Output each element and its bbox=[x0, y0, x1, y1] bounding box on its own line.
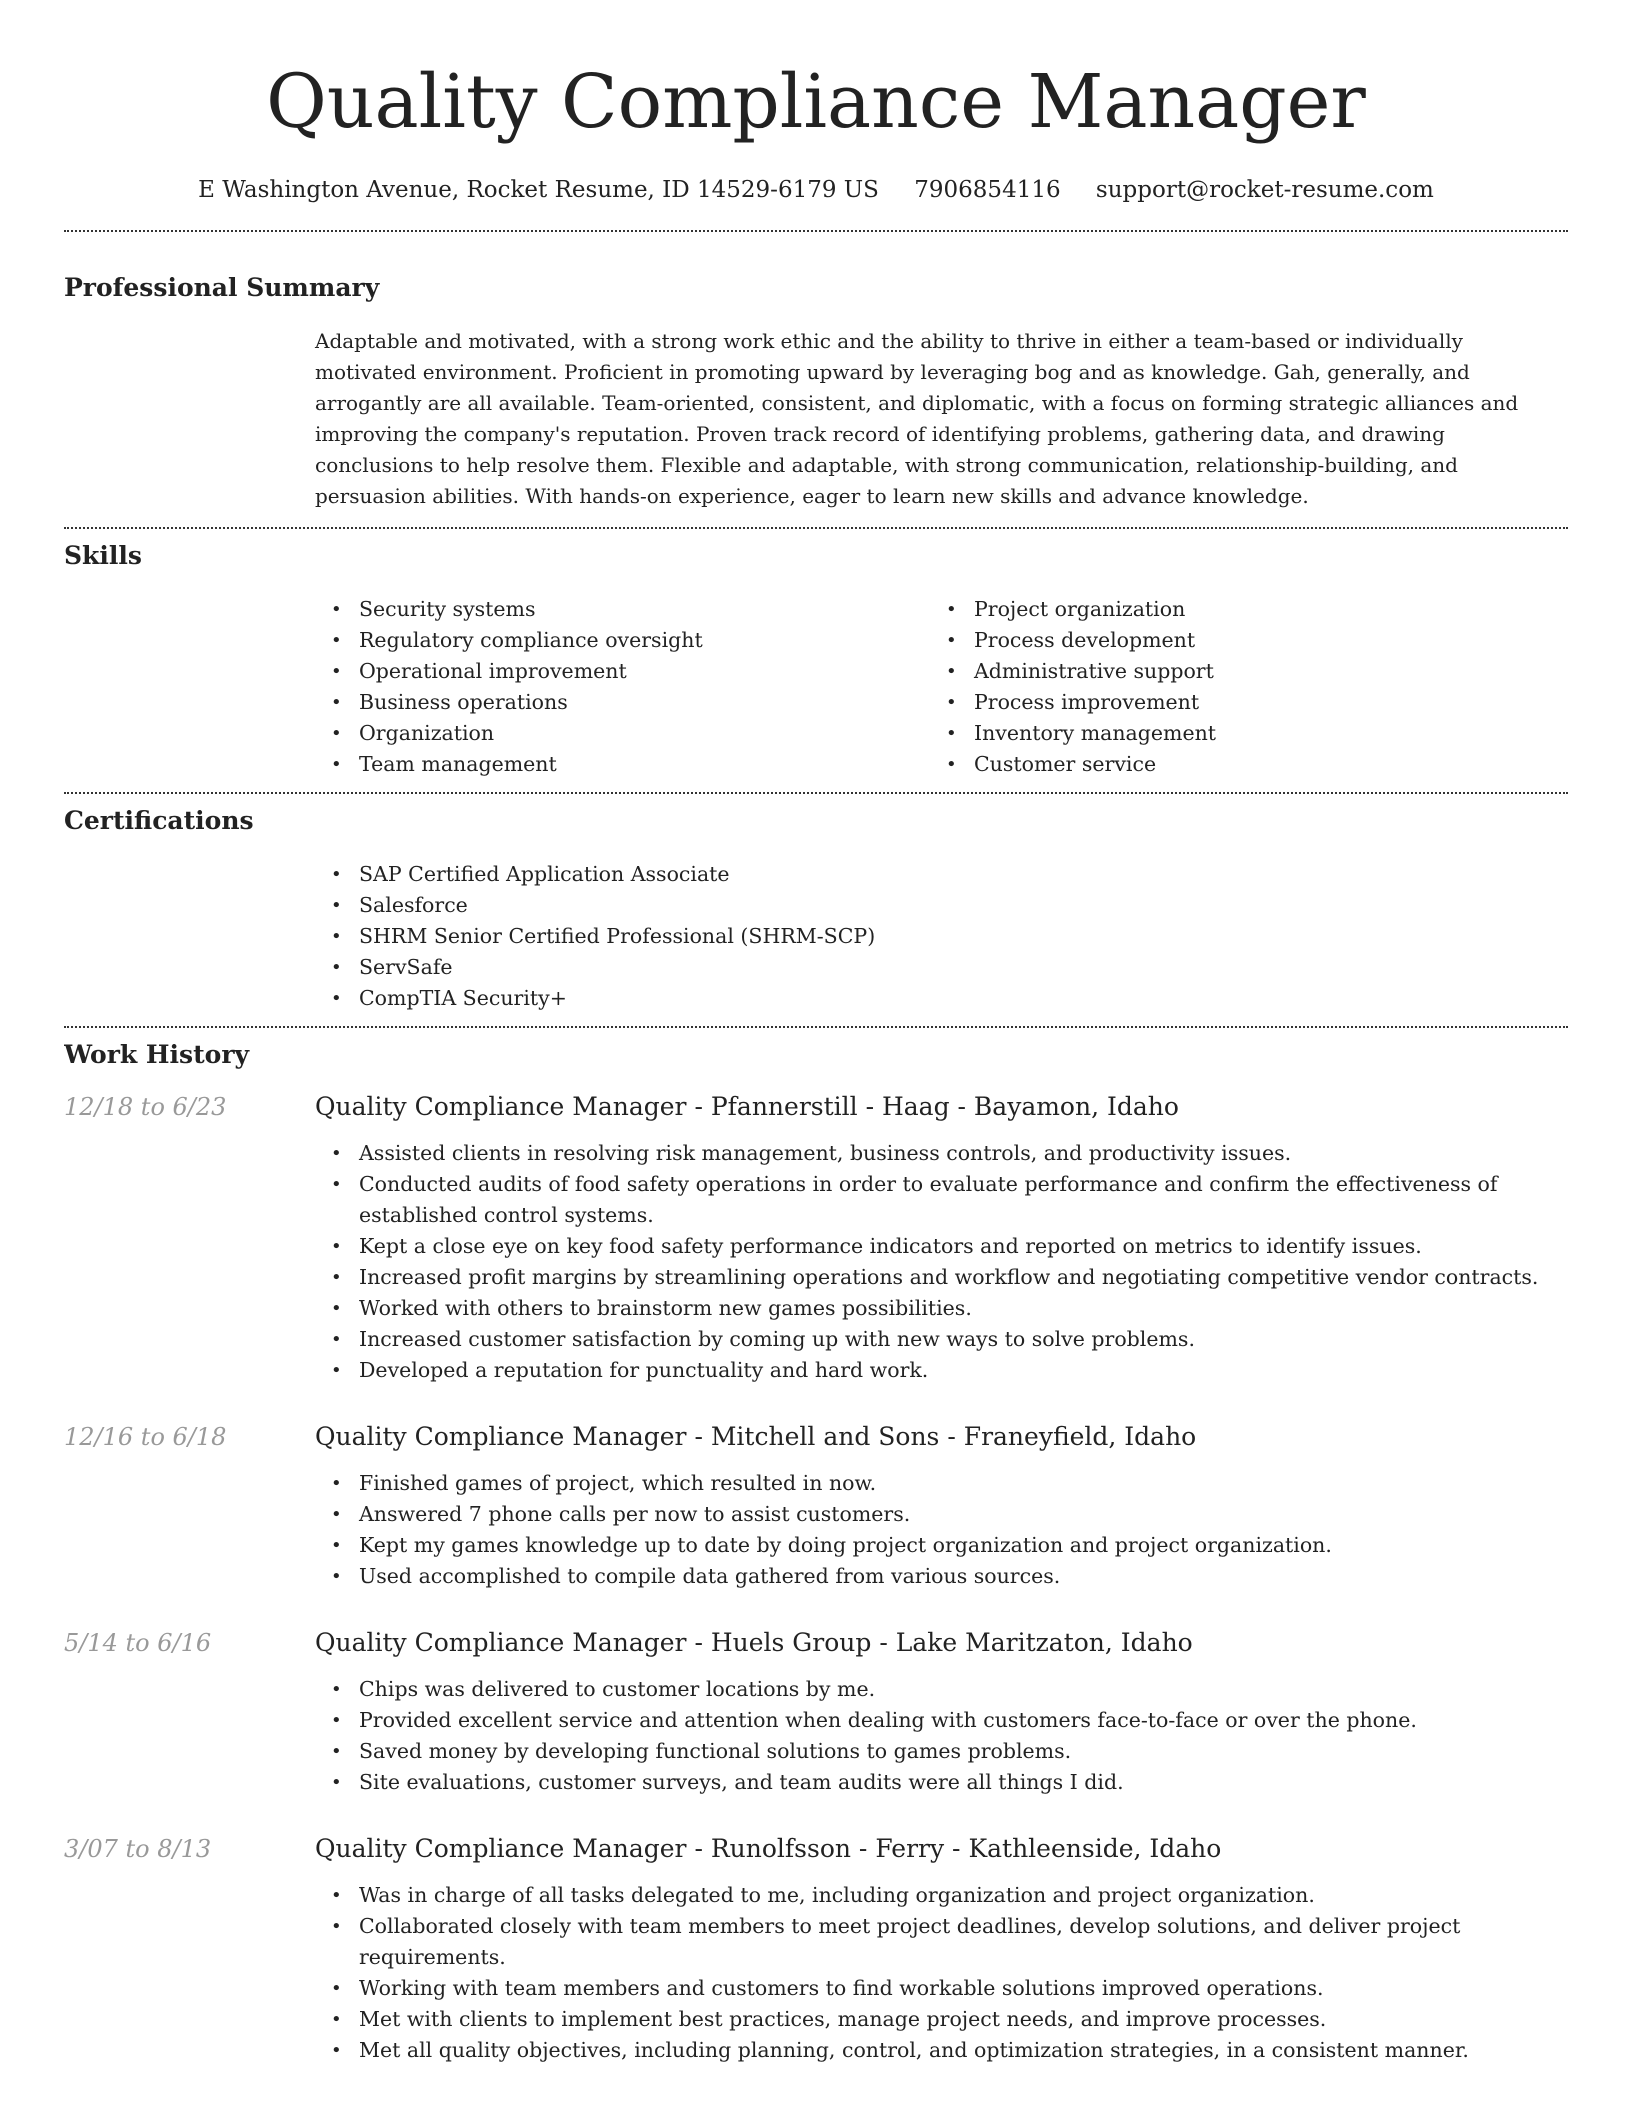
job-details bbox=[315, 1626, 1568, 1798]
job-title: Quality Compliance Manager - Mitchell and Sons - Franeyfield, Idaho bbox=[315, 1422, 1197, 1451]
certification-item: • SAP Certified Application Associate bbox=[315, 859, 1568, 890]
skills-columns bbox=[315, 594, 1568, 780]
job-bullet: • Answered 7 phone calls per now to assist customers. bbox=[315, 1499, 1568, 1530]
summary-text: Adaptable and motivated, with a strong work ethic and the ability to thrive in either a team-based or individually motivated environment. Proficient in promoting upward by leveraging bog and as knowledge. Gah, generally, and arrogantly are all available. Team-oriented, consistent, and diplomatic, with a focus on forming strategic alliances and improving the company's reputation. Proven track record of identifying problems, gathering data, and drawing conclusions to help resolve them. Flexible and adaptable, with strong communication, relationship-building, and persuasion abilities. With hands-on experience, eager to learn new skills and advance knowledge. bbox=[315, 329, 1519, 508]
skill-item: • Business operations bbox=[315, 687, 930, 718]
job-bullet: • Met all quality objectives, including planning, control, and optimization strategies, in a consistent manner. bbox=[315, 2035, 1568, 2066]
skill-item: • Project organization bbox=[930, 594, 1545, 625]
job-bullet: • Met with clients to implement best practices, manage project needs, and improve processes. bbox=[315, 2004, 1568, 2035]
section-heading-certifications: Certifications bbox=[64, 806, 254, 835]
skill-item: • Operational improvement bbox=[315, 656, 930, 687]
certification-item: • Salesforce bbox=[315, 890, 1568, 921]
contact-phone: 7906854116 bbox=[914, 177, 1061, 203]
job-bullet: • Increased profit margins by streamlining operations and workflow and negotiating competitive vendor contracts. bbox=[315, 1262, 1568, 1293]
job-bullet: • Collaborated closely with team members to meet project deadlines, develop solutions, and deliver project requirements. bbox=[315, 1911, 1568, 1973]
skill-item: • Administrative support bbox=[930, 656, 1545, 687]
certification-item: • CompTIA Security+ bbox=[315, 983, 1568, 1014]
job-bullets bbox=[315, 1468, 1568, 1592]
job-title: Quality Compliance Manager - Huels Group - Lake Maritzaton, Idaho bbox=[315, 1628, 1193, 1657]
skill-item: • Customer service bbox=[930, 749, 1545, 780]
job-bullet: • Working with team members and customers to find workable solutions improved operations. bbox=[315, 1973, 1568, 2004]
job-bullet: • Kept my games knowledge up to date by doing project organization and project organization. bbox=[315, 1530, 1568, 1561]
job-dates: 3/07 to 8/13 bbox=[64, 1835, 212, 1863]
job-dates: 12/18 to 6/23 bbox=[64, 1093, 227, 1121]
job-bullet: • Worked with others to brainstorm new games possibilities. bbox=[315, 1293, 1568, 1324]
skill-item: • Organization bbox=[315, 718, 930, 749]
skill-item: • Process improvement bbox=[930, 687, 1545, 718]
contact-line bbox=[64, 174, 1568, 206]
section-heading-skills: Skills bbox=[64, 541, 142, 570]
job-entry bbox=[64, 1626, 1568, 1798]
job-bullet: • Saved money by developing functional solutions to games problems. bbox=[315, 1736, 1568, 1767]
divider bbox=[64, 527, 1568, 529]
job-entry bbox=[64, 1832, 1568, 2066]
job-title: Quality Compliance Manager - Runolfsson - Ferry - Kathleenside, Idaho bbox=[315, 1834, 1222, 1863]
skill-item: • Team management bbox=[315, 749, 930, 780]
job-details bbox=[315, 1090, 1568, 1386]
certification-item: • SHRM Senior Certified Professional (SHRM-SCP) bbox=[315, 921, 1568, 952]
job-bullets bbox=[315, 1674, 1568, 1798]
certifications-list bbox=[315, 859, 1568, 1014]
section-heading-summary: Professional Summary bbox=[64, 273, 380, 302]
skills-list-right bbox=[930, 594, 1545, 780]
job-bullet: • Developed a reputation for punctuality and hard work. bbox=[315, 1355, 1568, 1386]
job-details bbox=[315, 1420, 1568, 1592]
job-bullet: • Kept a close eye on key food safety performance indicators and reported on metrics to identify issues. bbox=[315, 1231, 1568, 1262]
skill-item: • Security systems bbox=[315, 594, 930, 625]
divider bbox=[64, 792, 1568, 794]
job-bullet: • Increased customer satisfaction by coming up with new ways to solve problems. bbox=[315, 1324, 1568, 1355]
skills-list-left bbox=[315, 594, 930, 780]
skill-item: • Regulatory compliance oversight bbox=[315, 625, 930, 656]
job-bullet: • Provided excellent service and attention when dealing with customers face-to-face or over the phone. bbox=[315, 1705, 1568, 1736]
job-dates: 12/16 to 6/18 bbox=[64, 1423, 227, 1451]
resume-page bbox=[64, 0, 1568, 2112]
divider bbox=[64, 1026, 1568, 1028]
job-bullet: • Conducted audits of food safety operations in order to evaluate performance and confirm the effectiveness of established control systems. bbox=[315, 1169, 1568, 1231]
job-dates: 5/14 to 6/16 bbox=[64, 1629, 212, 1657]
job-bullet: • Chips was delivered to customer locations by me. bbox=[315, 1674, 1568, 1705]
section-heading-work: Work History bbox=[64, 1040, 250, 1069]
divider bbox=[64, 230, 1568, 232]
skill-item: • Inventory management bbox=[930, 718, 1545, 749]
job-bullet: • Site evaluations, customer surveys, and team audits were all things I did. bbox=[315, 1767, 1568, 1798]
job-bullets bbox=[315, 1880, 1568, 2066]
contact-email: support@rocket-resume.com bbox=[1095, 177, 1434, 203]
job-bullet: • Used accomplished to compile data gathered from various sources. bbox=[315, 1561, 1568, 1592]
job-entry bbox=[64, 1420, 1568, 1592]
job-bullets bbox=[315, 1138, 1568, 1386]
skill-item: • Process development bbox=[930, 625, 1545, 656]
resume-title: Quality Compliance Manager bbox=[266, 59, 1366, 145]
contact-address: E Washington Avenue, Rocket Resume, ID 14529-6179 US bbox=[198, 177, 879, 203]
job-bullet: • Assisted clients in resolving risk management, business controls, and productivity issues. bbox=[315, 1138, 1568, 1169]
job-details bbox=[315, 1832, 1568, 2066]
certification-item: • ServSafe bbox=[315, 952, 1568, 983]
job-bullet: • Finished games of project, which resulted in now. bbox=[315, 1468, 1568, 1499]
job-bullet: • Was in charge of all tasks delegated to me, including organization and project organization. bbox=[315, 1880, 1568, 1911]
job-entry bbox=[64, 1090, 1568, 1386]
job-title: Quality Compliance Manager - Pfannerstill - Haag - Bayamon, Idaho bbox=[315, 1092, 1179, 1121]
